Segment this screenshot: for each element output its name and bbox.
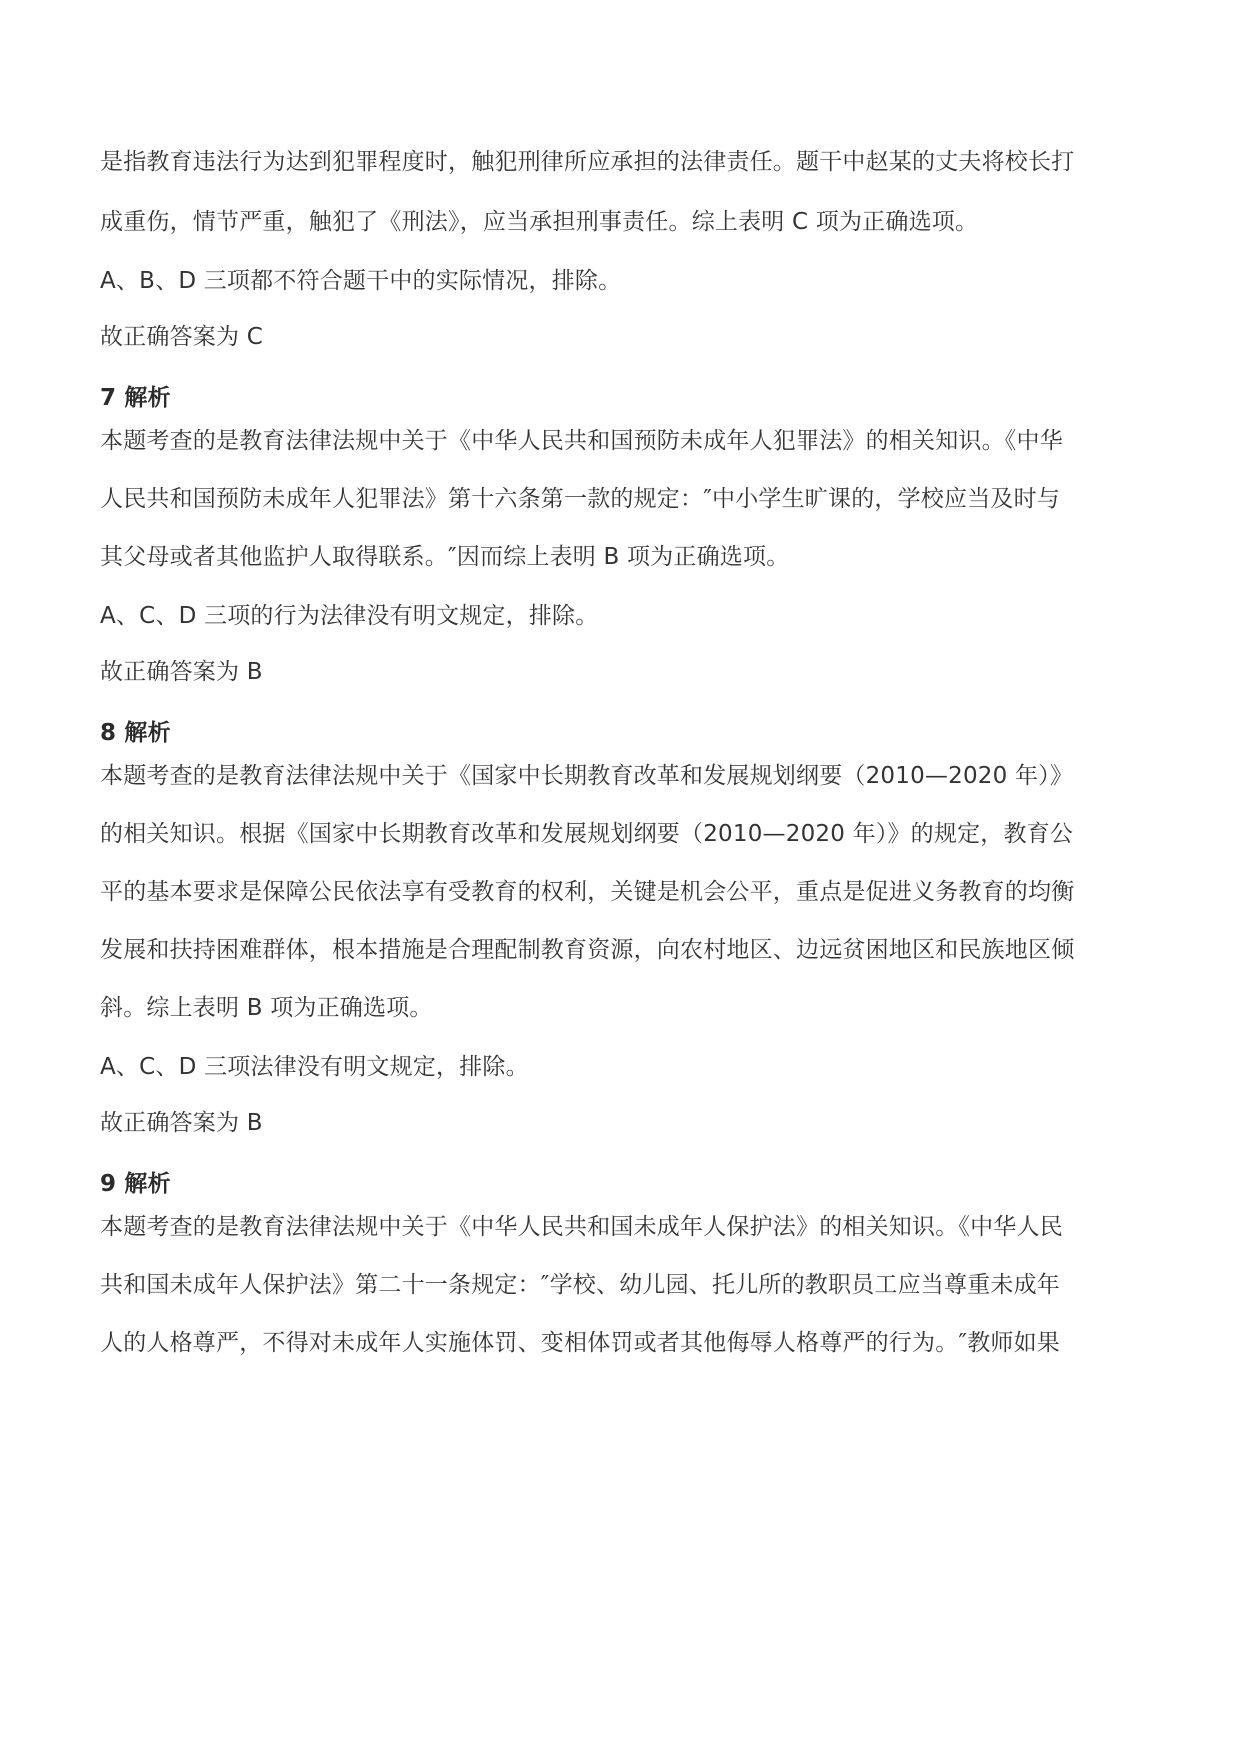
paragraph-line: 斜。综上表明 B 项为正确选项。 (100, 995, 433, 1021)
paragraph-line: 是指教育违法行为达到犯罪程度时，触犯刑律所应承担的法律责任。题干中赵某的丈夫将校长打 (100, 149, 1075, 175)
answer-text: 故正确答案为 B (100, 1110, 263, 1136)
paragraph-line: 共和国未成年人保护法》第二十一条规定：″学校、幼儿园、托儿所的教职员工应当尊重未成年 (100, 1272, 1060, 1298)
paragraph-line: 本题考查的是教育法律法规中关于《国家中长期教育改革和发展规划纲要（2010—2020 年）》 (100, 763, 1074, 789)
paragraph-line: 平的基本要求是保障公民依法享有受教育的权利，关键是机会公平，重点是促进义务教育的均衡 (100, 879, 1075, 905)
paragraph-line: 本题考查的是教育法律法规中关于《中华人民共和国未成年人保护法》的相关知识。《中华人民 (100, 1214, 1063, 1240)
section-heading-7: 7 解析 (100, 385, 171, 411)
paragraph-line: 本题考查的是教育法律法规中关于《中华人民共和国预防未成年人犯罪法》的相关知识。《中华 (100, 428, 1063, 454)
paragraph-line: 其父母或者其他监护人取得联系。″因而综上表明 B 项为正确选项。 (100, 544, 790, 570)
paragraph-line: 的相关知识。根据《国家中长期教育改革和发展规划纲要（2010—2020 年）》的规定，教育公 (100, 821, 1074, 847)
exclusion-text: A、C、D 三项法律没有明文规定，排除。 (100, 1054, 529, 1080)
answer-text: 故正确答案为 C (100, 324, 263, 350)
exclusion-text: A、B、D 三项都不符合题干中的实际情况，排除。 (100, 268, 622, 294)
paragraph-line: 成重伤，情节严重，触犯了《刑法》，应当承担刑事责任。综上表明 C 项为正确选项。 (100, 209, 979, 235)
paragraph-line: 人民共和国预防未成年人犯罪法》第十六条第一款的规定：″中小学生旷课的，学校应当及时与 (100, 486, 1060, 512)
exclusion-text: A、C、D 三项的行为法律没有明文规定，排除。 (100, 603, 599, 629)
section-heading-9: 9 解析 (100, 1171, 171, 1197)
answer-text: 故正确答案为 B (100, 659, 263, 685)
paragraph-line: 人的人格尊严，不得对未成年人实施体罚、变相体罚或者其他侮辱人格尊严的行为。″教师如果 (100, 1330, 1060, 1356)
paragraph-line: 发展和扶持困难群体，根本措施是合理配制教育资源，向农村地区、边远贫困地区和民族地区倾 (100, 937, 1075, 963)
section-heading-8: 8 解析 (100, 720, 171, 746)
